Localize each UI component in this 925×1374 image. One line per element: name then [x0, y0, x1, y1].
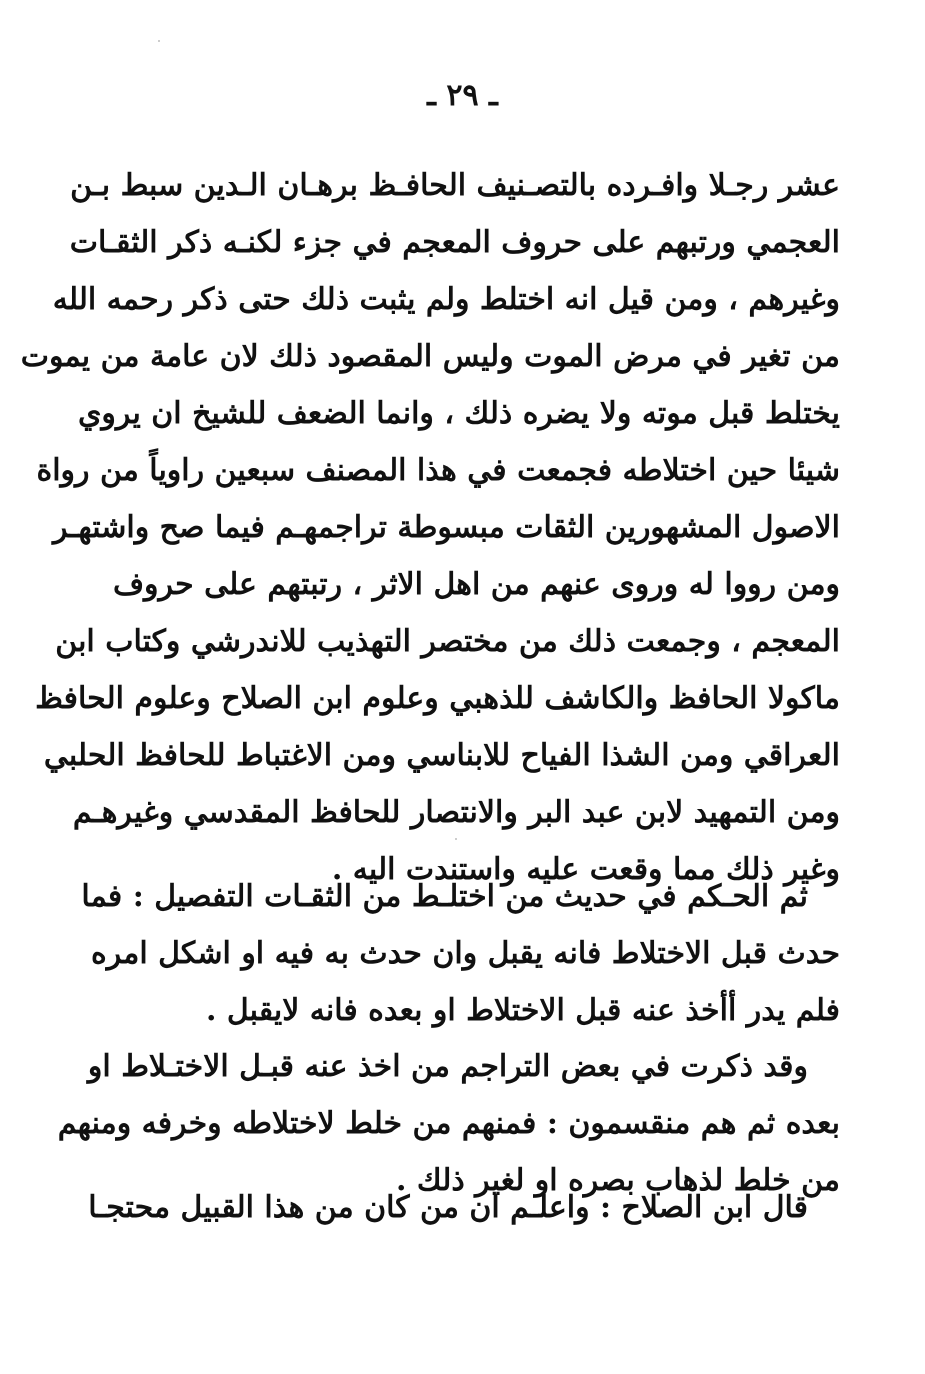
text-line: وغير ذلك مما وقعت عليه واستندت اليه .: [331, 852, 840, 887]
text-line: ثم الحـكم في حديث من اختلـط من الثقـات التفصيل : فما: [81, 879, 808, 914]
text-line: ومن رووا له وروى عنهم من اهل الاثر ، رتبتهم على حروف: [112, 567, 840, 602]
paragraph-4: [88, 1179, 840, 1236]
text-line: المعجم ، وجمعت ذلك من مختصر التهذيب للاندرشي وكتاب ابن: [55, 624, 840, 659]
text-line: فلم يدر أأخذ عنه قبل الاختلاط او بعده فانه لايقبل .: [206, 993, 840, 1028]
scan-speck: [158, 40, 160, 42]
text-line: العراقي ومن الشذا الفياح للابناسي ومن الاغتباط للحافظ الحلبي: [43, 738, 840, 773]
text-line: الاصول المشهورين الثقات مبسوطة تراجمهـم فيما صح واشتهـر: [53, 510, 840, 545]
paragraph-2: [81, 868, 840, 1039]
text-line: ومن التمهيد لابن عبد البر والانتصار للحافظ المقدسي وغيرهـم: [72, 795, 840, 830]
paragraph-1: [20, 157, 840, 898]
text-line: عشر رجـلا وافـرده بالتصـنيف الحافـظ برهـان الـدين سبط بـن: [70, 168, 840, 203]
text-line: وغيرهم ، ومن قيل انه اختلط ولم يثبت ذلك حتى ذكر رحمه الله: [52, 282, 840, 317]
text-line: من خلط لذهاب بصره او لغير ذلك .: [396, 1163, 840, 1198]
text-line: شيئا حين اختلاطه فجمعت في هذا المصنف سبعين راوياً من رواة: [36, 453, 840, 488]
text-line: قال ابن الصلاح : واعلـم ان من كان من هذا القبيل محتجـا: [88, 1190, 808, 1225]
page-number: ـ ٢٩ ـ: [427, 78, 498, 113]
text-line: العجمي ورتبهم على حروف المعجم في جزء لكنـه ذكر الثقـات: [69, 225, 840, 260]
text-line: ماكولا الحافظ والكاشف للذهبي وعلوم ابن الصلاح وعلوم الحافظ: [35, 681, 840, 716]
text-line: من تغير في مرض الموت وليس المقصود ذلك لان عامة من يموت: [20, 339, 840, 374]
scan-speck: [455, 838, 457, 840]
text-line: بعده ثم هم منقسمون : فمنهم من خلط لاختلاطه وخرفه ومنهم: [57, 1106, 840, 1141]
text-line: وقد ذكرت في بعض التراجم من اخذ عنه قبـل الاختـلاط او: [87, 1049, 808, 1084]
text-line: حدث قبل الاختلاط فانه يقبل وان حدث به فيه او اشكل امره: [91, 936, 840, 971]
text-line: يختلط قبل موته ولا يضره ذلك ، وانما الضعف للشيخ ان يروي: [77, 396, 840, 431]
